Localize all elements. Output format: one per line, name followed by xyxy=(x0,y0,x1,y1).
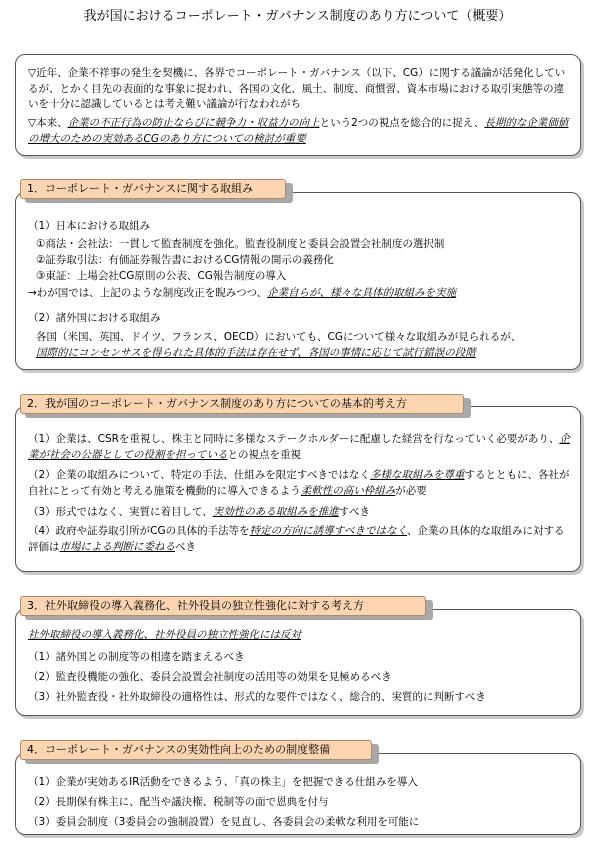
section-3-header: 3．社外取締役の導入義務化、社外役員の独立性強化に対する考え方 xyxy=(20,596,426,616)
s1-foreign-emphasis xyxy=(36,346,581,362)
s2-point-3-emphasis: 実効性のある取組みを推進 xyxy=(212,506,339,518)
intro-emphasis-2: 長期的な企業価値の増大のための実効あるCGのあり方についての検討が重要 xyxy=(28,117,569,145)
s2-point-4-tail: べき xyxy=(175,540,196,553)
s2-point-2-tail: が必要 xyxy=(395,484,427,497)
s2-point-4 xyxy=(28,524,573,555)
s1-conclusion-text: →わが国では、上記のような制度改正を睨みつつ、 xyxy=(28,287,268,299)
s3-point-3: （3）社外監査役・社外取締役の適格性は、形式的な要件ではなく、総合的、実質的に判断すべき xyxy=(28,691,486,703)
intro-text-2a: ▽本来、 xyxy=(28,117,68,129)
s1-foreign-emphasis-text: 国際的にコンセンサスを得られた具体的手法は存在せず、各国の事情に応じて試行錯誤の段階 xyxy=(36,347,476,359)
s2-point-4-mid: 、企業の具体的な取組みに対する評価は xyxy=(28,525,565,553)
s1-subheading-1: （1）日本における取組み xyxy=(28,220,151,232)
intro-paragraph-2 xyxy=(28,116,573,147)
s1-item-2: ②証券取引法：有価証券報告書におけるCG情報の開示の義務化 xyxy=(36,254,334,266)
s2-point-2-emphasis-2: 柔軟性の高い枠組み xyxy=(300,484,396,497)
s2-point-1-emphasis: 企業が社会の公器としての役割を担っている xyxy=(28,433,570,461)
s1-conclusion-emphasis: 企業自らが、様々な具体的取組みを実施 xyxy=(267,287,457,299)
intro-paragraph-1 xyxy=(28,66,573,113)
intro-text-1: ▽近年、企業不祥事の発生を契機に、各界でコーポレート・ガバナンス（以下、CG）に関する議論が活発化しているが、とかく目先の表面的な事象に捉われ、各国の文化、風土、制度、商慣習、資本市場における取引実態等の違いを十分に認識しているとは考え難い議論が行なわれがち xyxy=(28,67,566,110)
s2-point-3-tail: すべき xyxy=(338,506,371,518)
s2-point-1-text: （1）企業は、CSRを重視し、株主と同時に多様なステークホルダーに配慮した経営を行なっていく必要があり、 xyxy=(28,433,560,445)
s2-point-4-text: （4）政府や証券取引所がCGの具体的手法等を xyxy=(28,525,250,537)
s2-point-2 xyxy=(28,468,573,499)
s2-point-2-mid: するとともに、各社が自社にとって有効と考える施策を機動的に導入できるよう xyxy=(28,469,570,497)
s1-foreign-text: 各国（米国、英国、ドイツ、フランス、OECD）においても、CGについて様々な取組みが見られるが、 xyxy=(36,331,522,343)
s3-lead xyxy=(28,628,573,644)
s2-point-4-emphasis-1: 特定の方向に誘導すべきではなく xyxy=(249,525,407,537)
section-4-header: 4．コーポレート・ガバナンスの実効性向上のための制度整備 xyxy=(20,740,372,760)
s2-point-4-emphasis-2: 市場による判断に委ねる xyxy=(59,540,175,553)
s1-item-3: ③東証：上場会社CG原則の公表、CG報告制度の導入 xyxy=(36,270,287,282)
s4-point-3: （3）委員会制度（3委員会の強制設置）を見直し、各委員会の柔軟な利用を可能に xyxy=(28,816,420,828)
s3-point-2: （2）監査役機能の強化、委員会設置会社制度の活用等の効果を見極めるべき xyxy=(28,671,392,683)
s1-conclusion xyxy=(28,286,573,302)
s1-item-1: ①商法・会社法：一貫して監査制度を強化。監査役制度と委員会設置会社制度の選択制 xyxy=(36,238,445,250)
intro-text-2c: という2つの視点を総合的に捉え、 xyxy=(319,117,485,129)
s3-lead-text: 社外取締役の導入義務化、社外役員の独立性強化には反対 xyxy=(28,629,301,641)
s2-point-3 xyxy=(28,505,573,521)
s4-point-1: （1）企業が実効あるIR活動をできるよう、「真の株主」を把握できる仕組みを導入 xyxy=(28,776,418,788)
section-2-header: 2．我が国のコーポレート・ガバナンス制度のあり方についての基本的考え方 xyxy=(20,394,464,414)
s4-point-2: （2）長期保有株主に、配当や議決権、税制等の面で恩典を付与 xyxy=(28,796,329,808)
s1-subheading-2: （2）諸外国における取組み xyxy=(28,312,161,324)
s2-point-1 xyxy=(28,432,573,463)
page-title: 我が国におけるコーポレート・ガバナンス制度のあり方について（概要） xyxy=(83,9,512,24)
section-1-header: 1．コーポレート・ガバナンスに関する取組み xyxy=(20,179,286,199)
intro-emphasis-1: 企業の不正行為の防止ならびに競争力・収益力の向上 xyxy=(67,117,320,129)
s2-point-2-emphasis-1: 多様な取組みを尊重 xyxy=(370,469,465,481)
s2-point-2-text: （2）企業の取組みについて、特定の手法、仕組みを限定すべきではなく xyxy=(28,469,371,481)
s2-point-1-tail: との視点を重視 xyxy=(227,448,301,461)
s3-point-1: （1）諸外国との制度等の相違を踏まえるべき xyxy=(28,651,245,663)
s2-point-3-text: （3）形式ではなく、実質に着目して、 xyxy=(28,506,213,518)
